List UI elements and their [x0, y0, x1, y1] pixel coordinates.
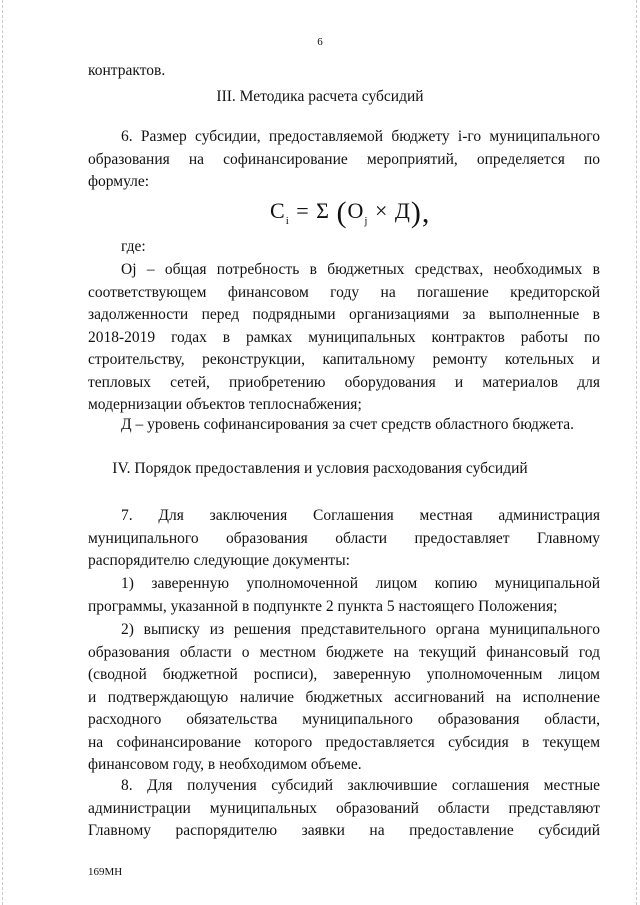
text-line: Д – уровень софинансирования за счет средств областного бюджета. — [121, 416, 575, 433]
text-line: 2) выписку из решения представительного органа муниципального — [121, 621, 600, 638]
text-line: 1) заверенную уполномоченной лицом копию муниципальной — [121, 575, 600, 592]
text-line: Главному распорядителю заявки на предоставление субсидий — [88, 822, 600, 839]
text-line: 6. Размер субсидии, предоставляемой бюджету i-го муниципального — [121, 128, 600, 145]
text-line: задолженности перед подрядными организациями за выполненные в — [88, 306, 600, 323]
where-label-block — [88, 236, 600, 259]
text-line: соответствующем финансовом году на погашение кредиторской — [88, 283, 600, 301]
text-line: формуле: — [88, 173, 150, 190]
formula-c-subscript: i — [285, 215, 290, 227]
formula-times: × — [374, 198, 389, 223]
formula-o-subscript: j — [364, 215, 369, 227]
text-line: и подтверждающую наличие бюджетных ассигнований на исполнение — [88, 688, 600, 706]
text-line: Oj – общая потребность в бюджетных средствах, необходимых в — [121, 261, 600, 278]
formula-c: C — [270, 198, 286, 223]
text-line: (сводной бюджетной росписи), заверенную уполномоченным лицом — [88, 666, 600, 683]
text-line: образования на софинансирование мероприятий, определяется по — [88, 150, 600, 168]
text-line: образования области о местном бюджете на текущий финансовый год — [88, 643, 600, 661]
formula-equals: = — [296, 198, 310, 223]
text-line: контрактов. — [88, 62, 166, 79]
subsidy-formula — [270, 196, 430, 230]
d-definition — [88, 414, 600, 437]
text-line: программы, указанной в подпункте 2 пункта 5 настоящего Положения; — [88, 597, 558, 615]
where-label: где: — [121, 238, 146, 255]
page-number: 6 — [317, 36, 323, 48]
formula-left-paren: ( — [336, 196, 348, 229]
text-line: финансовом году, в необходимом объеме. — [88, 756, 362, 773]
formula-o: O — [347, 198, 365, 223]
text-line: строительству, реконструкции, капитальному ремонту котельных и — [88, 351, 600, 368]
formula-d: Д — [394, 198, 411, 223]
text-line: распорядителю следующие документы: — [88, 552, 350, 569]
text-line: расходного обязательства муниципального образования области, — [88, 711, 600, 728]
paragraph-6 — [88, 126, 600, 194]
formula-right-paren: ), — [410, 196, 431, 229]
oj-definition — [88, 259, 600, 417]
text-line: 8. Для получения субсидий заключившие соглашения местные — [121, 777, 600, 794]
formula-sum-sign: Σ — [316, 198, 330, 223]
scan-edge-right — [634, 0, 637, 905]
text-line: тепловых сетей, приобретению оборудования и материалов для — [88, 373, 600, 391]
text-line: муниципального образования области предоставляет Главному — [88, 529, 600, 547]
text-line: модернизации объектов теплоснабжения; — [88, 396, 362, 413]
footer-code: 169МН — [88, 866, 123, 878]
top-continuation — [88, 60, 600, 83]
text-line: администрации муниципальных образований области представляют — [88, 799, 600, 817]
text-line: 2018-2019 годах в рамках муниципальных контрактов работы по — [88, 328, 600, 346]
paragraph-8 — [88, 775, 600, 843]
paragraph-7 — [88, 505, 600, 573]
list-item-1 — [88, 573, 600, 618]
text-line: на софинансирование которого предоставляется субсидия в текущем — [88, 733, 600, 751]
section-heading-3: III. Методика расчета субсидий — [216, 88, 424, 105]
scan-edge-left — [2, 0, 5, 905]
text-line: 7. Для заключения Соглашения местная администрация — [121, 507, 600, 524]
section-heading-4: IV. Порядок предоставления и условия расходования субсидий — [112, 460, 528, 477]
list-item-2 — [88, 619, 600, 777]
